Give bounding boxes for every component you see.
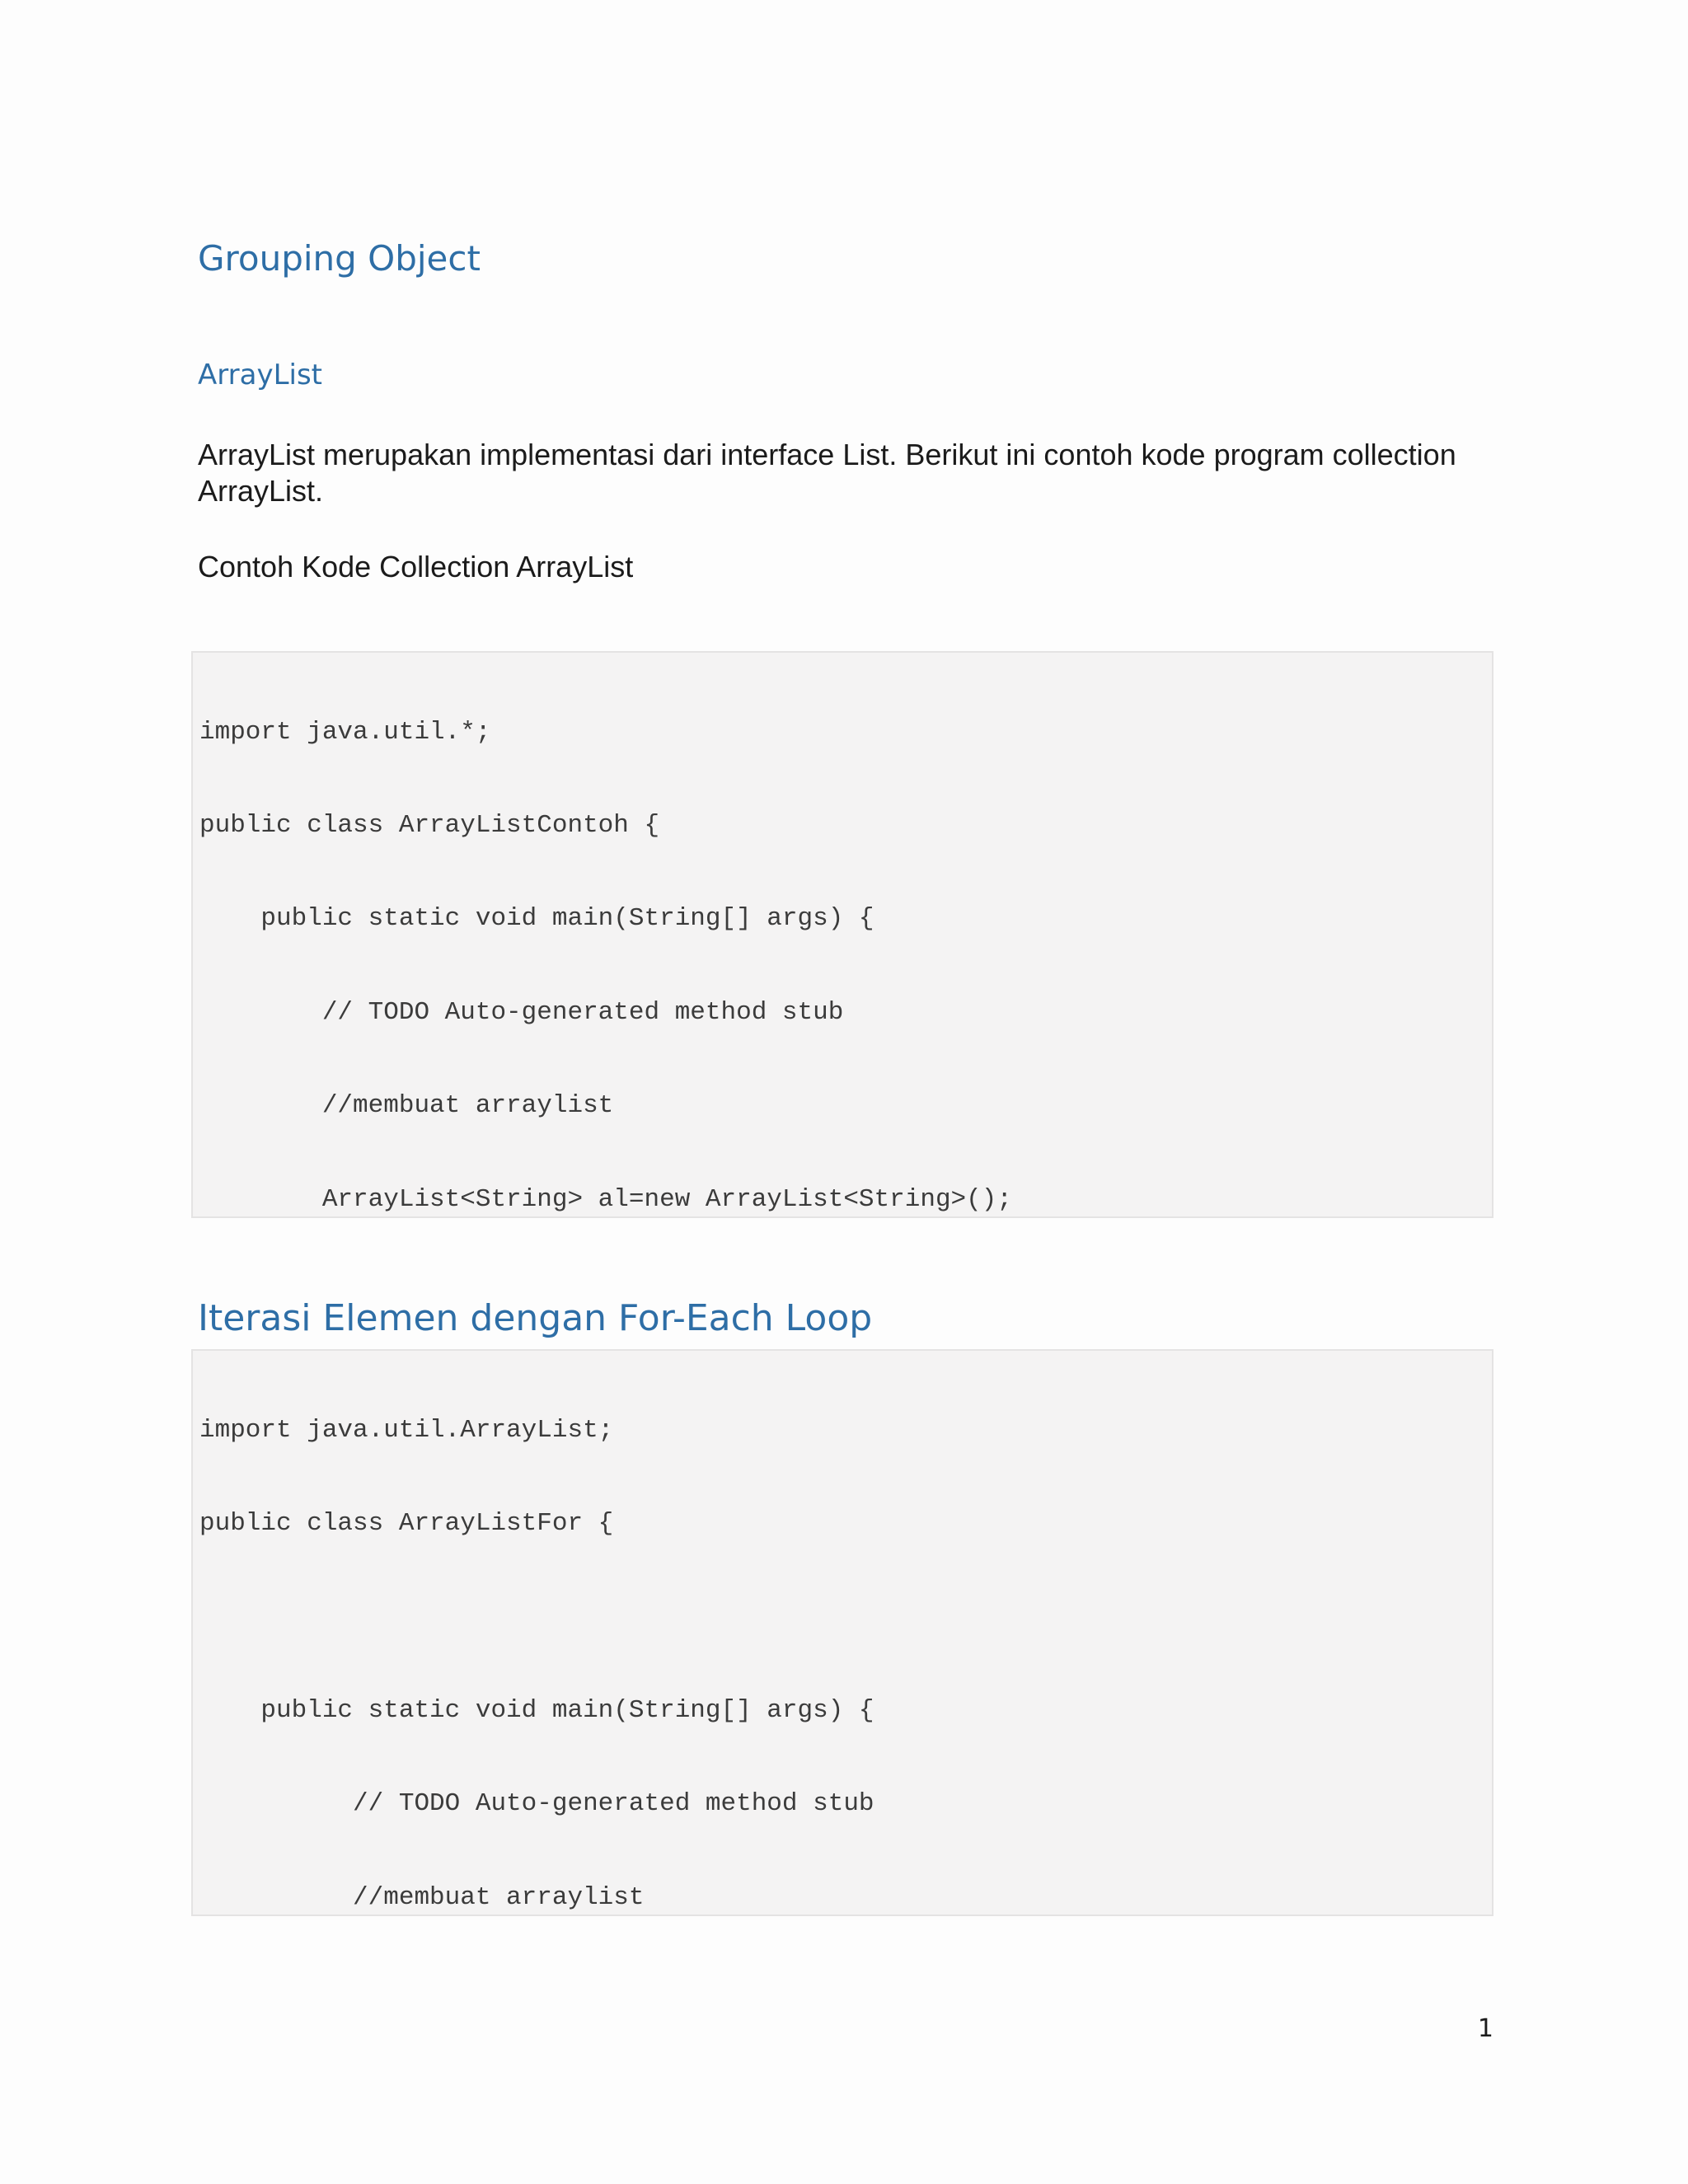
code-block-foreach <box>191 1349 1493 1916</box>
page-title: Grouping Object <box>198 238 481 279</box>
code-line: public static void main(String[] args) { <box>199 904 874 934</box>
code-block-arraylist <box>191 651 1493 1218</box>
code-line: public class ArrayListFor { <box>199 1508 614 1538</box>
code-line: //membuat arraylist <box>199 1882 645 1912</box>
code-line: ArrayList<String> al=new ArrayList<String>(); <box>199 1184 1012 1214</box>
code-line: //membuat arraylist <box>199 1091 614 1121</box>
code-line: public static void main(String[] args) { <box>199 1695 874 1725</box>
code-line: import java.util.*; <box>199 717 491 747</box>
code-line: import java.util.ArrayList; <box>199 1415 614 1445</box>
section-heading-foreach: Iterasi Elemen dengan For-Each Loop <box>198 1297 873 1339</box>
code-line: public class ArrayListContoh { <box>199 810 660 840</box>
code-example-title: Contoh Kode Collection ArrayList <box>198 550 634 583</box>
section-heading-arraylist: ArrayList <box>198 359 323 391</box>
intro-paragraph: ArrayList merupakan implementasi dari interface List. Berikut ini contoh kode program collection ArrayList. <box>198 438 1456 508</box>
code-line: // TODO Auto-generated method stub <box>199 1789 874 1819</box>
code-line <box>199 1601 1485 1633</box>
page-number: 1 <box>1477 2014 1493 2043</box>
code-line: // TODO Auto-generated method stub <box>199 997 844 1027</box>
